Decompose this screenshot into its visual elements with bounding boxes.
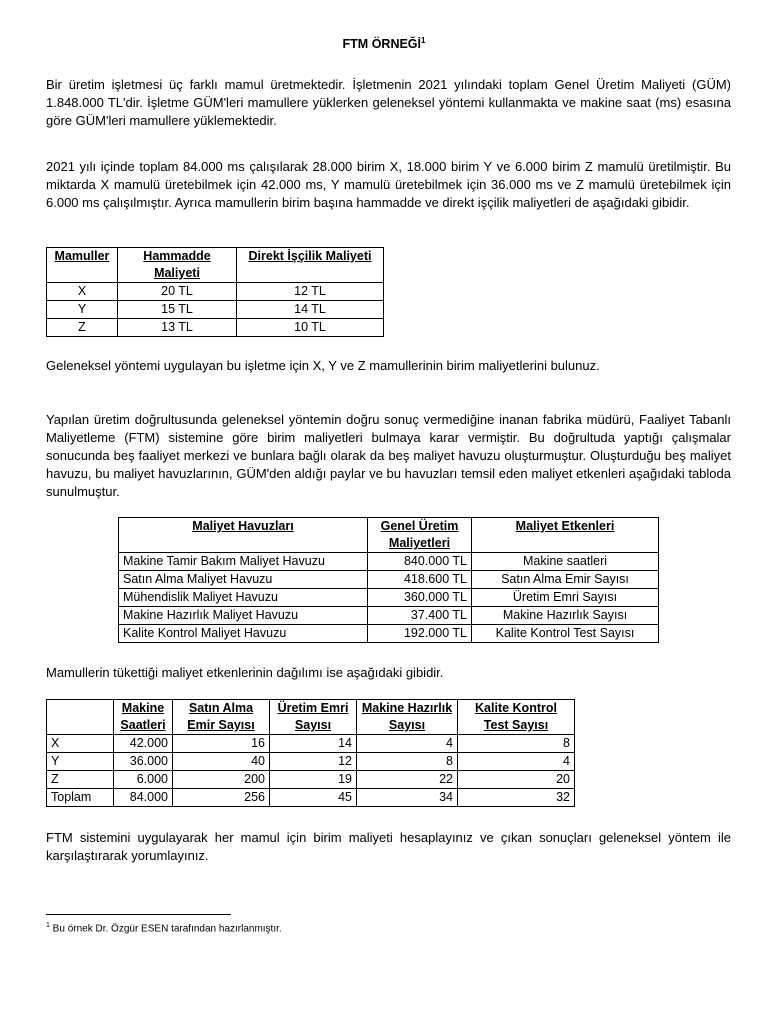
table2-cell: Satın Alma Emir Sayısı	[472, 571, 659, 589]
table2-cell: Kalite Kontrol Maliyet Havuzu	[119, 625, 368, 643]
table2-cell: 360.000 TL	[368, 589, 472, 607]
paragraph-question-traditional: Geleneksel yöntemi uygulayan bu işletme için X, Y ve Z mamullerinin birim maliyetlerini bulunuz.	[46, 358, 600, 373]
table3-cell: Z	[47, 771, 114, 789]
title-footnote-mark: 1	[421, 36, 426, 45]
material-labor-cost-table	[46, 247, 384, 337]
paragraph-driver-distribution: Mamullerin tükettiği maliyet etkenlerinin dağılımı ise aşağıdaki gibidir.	[46, 665, 444, 680]
paragraph-ftm-intro: Yapılan üretim doğrultusunda geleneksel yöntemin doğru sonuç vermediğine inanan fabrika müdürü, Faaliyet Tabanlı Maliyetleme (FTM) sistemine göre birim maliyetleri bulmaya karar vermiştir. Bu doğrultuda yaptığı çalışmalar sonucunda beş faaliyet merkezi ve bunlara bağlı olarak da beş maliyet havuzu oluşturmuştur. Oluşturduğu beş maliyet havuzu, bu maliyet havuzlarının, GÜM'den aldığı paylar ve bu havuzları temsil eden maliyet etkenleri aşağıdaki tabloda sunulmuştur.	[46, 412, 731, 499]
table2-cell: 37.400 TL	[368, 607, 472, 625]
table3-cell: 45	[270, 789, 357, 807]
table3-cell: 32	[458, 789, 575, 807]
table2-header: Maliyet Havuzları	[119, 518, 368, 553]
table1-cell: Y	[47, 301, 118, 319]
table1-cell: 12 TL	[237, 283, 384, 301]
table1-cell: 10 TL	[237, 319, 384, 337]
table3-row	[47, 789, 575, 807]
table1-row	[47, 301, 384, 319]
footnote-text: Bu örnek Dr. Özgür ESEN tarafından hazırlanmıştır.	[49, 923, 282, 935]
table1-header: Mamuller	[47, 248, 118, 283]
document-title	[0, 36, 768, 51]
table2-cell: Mühendislik Maliyet Havuzu	[119, 589, 368, 607]
table2-cell: Makine Hazırlık Sayısı	[472, 607, 659, 625]
table3-header: Üretim Emri Sayısı	[270, 700, 357, 735]
table2-cell: Makine Hazırlık Maliyet Havuzu	[119, 607, 368, 625]
table3-row	[47, 735, 575, 753]
table1-row	[47, 319, 384, 337]
table2-cell: Üretim Emri Sayısı	[472, 589, 659, 607]
table3-header: Makine Hazırlık Sayısı	[357, 700, 458, 735]
paragraph-question-ftm: FTM sistemini uygulayarak her mamul için birim maliyeti hesaplayınız ve çıkan sonuçları geleneksel yöntem ile karşılaştırarak yorumlayınız.	[46, 830, 731, 863]
table1-header: Direkt İşçilik Maliyeti	[237, 248, 384, 283]
table3-cell: 36.000	[114, 753, 173, 771]
table2-header: Maliyet Etkenleri	[472, 518, 659, 553]
table2-row	[119, 625, 659, 643]
table3-cell: 8	[357, 753, 458, 771]
table2-row	[119, 589, 659, 607]
table3-row	[47, 771, 575, 789]
table1-cell: Z	[47, 319, 118, 337]
table3-cell: 6.000	[114, 771, 173, 789]
table3-cell: 8	[458, 735, 575, 753]
table3-header: Kalite Kontrol Test Sayısı	[458, 700, 575, 735]
table2-cell: 192.000 TL	[368, 625, 472, 643]
title-text: FTM ÖRNEĞİ	[342, 37, 421, 52]
table3-cell: 256	[173, 789, 270, 807]
table3-cell: 4	[458, 753, 575, 771]
table2-row	[119, 571, 659, 589]
table2-cell: 418.600 TL	[368, 571, 472, 589]
table2-row	[119, 553, 659, 571]
table2-header: Genel Üretim Maliyetleri	[368, 518, 472, 553]
table2-row	[119, 607, 659, 625]
table3-cell: X	[47, 735, 114, 753]
table1-cell: X	[47, 283, 118, 301]
table3-cell: 84.000	[114, 789, 173, 807]
table1-cell: 14 TL	[237, 301, 384, 319]
table3-cell: 20	[458, 771, 575, 789]
table3-cell: 4	[357, 735, 458, 753]
footnote	[46, 922, 282, 934]
table3-cell: 42.000	[114, 735, 173, 753]
table3-cell: 200	[173, 771, 270, 789]
table3-cell: 40	[173, 753, 270, 771]
paragraph-production: 2021 yılı içinde toplam 84.000 ms çalışılarak 28.000 birim X, 18.000 birim Y ve 6.000 birim Z mamulü üretilmiştir. Bu miktarda X mamulü üretebilmek için 42.000 ms, Y mamulü üretebilmek için 36.000 ms ve Z mamulü üretebilmek için 6.000 ms çalışılmıştır. Ayrıca mamullerin birim başına hammadde ve direkt işçilik maliyetleri de aşağıdaki gibidir.	[46, 159, 731, 210]
footnote-mark: 1	[46, 922, 50, 929]
table3-header: Makine Saatleri	[114, 700, 173, 735]
table3-cell: 14	[270, 735, 357, 753]
table3-cell: 34	[357, 789, 458, 807]
cost-driver-distribution-table	[46, 699, 575, 807]
table3-header: Satın Alma Emir Sayısı	[173, 700, 270, 735]
table1-header: Hammadde Maliyeti	[118, 248, 237, 283]
table2-cell: Satın Alma Maliyet Havuzu	[119, 571, 368, 589]
table3-cell: 16	[173, 735, 270, 753]
paragraph-intro: Bir üretim işletmesi üç farklı mamul üretmektedir. İşletmenin 2021 yılındaki toplam Genel Üretim Maliyeti (GÜM) 1.848.000 TL'dir. İşletme GÜM'leri mamullere yüklerken geleneksel yöntemi kullanmakta ve makine saat (ms) esasına göre GÜM'leri mamullere yüklemektedir.	[46, 77, 731, 128]
footnote-divider	[46, 914, 231, 915]
table1-row	[47, 283, 384, 301]
table3-cell: 12	[270, 753, 357, 771]
table2-cell: Makine Tamir Bakım Maliyet Havuzu	[119, 553, 368, 571]
cost-pool-table	[118, 517, 659, 643]
table3-row	[47, 753, 575, 771]
table3-cell: 19	[270, 771, 357, 789]
table1-cell: 20 TL	[118, 283, 237, 301]
table3-cell: 22	[357, 771, 458, 789]
table1-cell: 15 TL	[118, 301, 237, 319]
table2-cell: Kalite Kontrol Test Sayısı	[472, 625, 659, 643]
table2-cell: Makine saatleri	[472, 553, 659, 571]
table1-cell: 13 TL	[118, 319, 237, 337]
table3-cell: Toplam	[47, 789, 114, 807]
table2-cell: 840.000 TL	[368, 553, 472, 571]
table3-cell: Y	[47, 753, 114, 771]
table3-header	[47, 700, 114, 735]
